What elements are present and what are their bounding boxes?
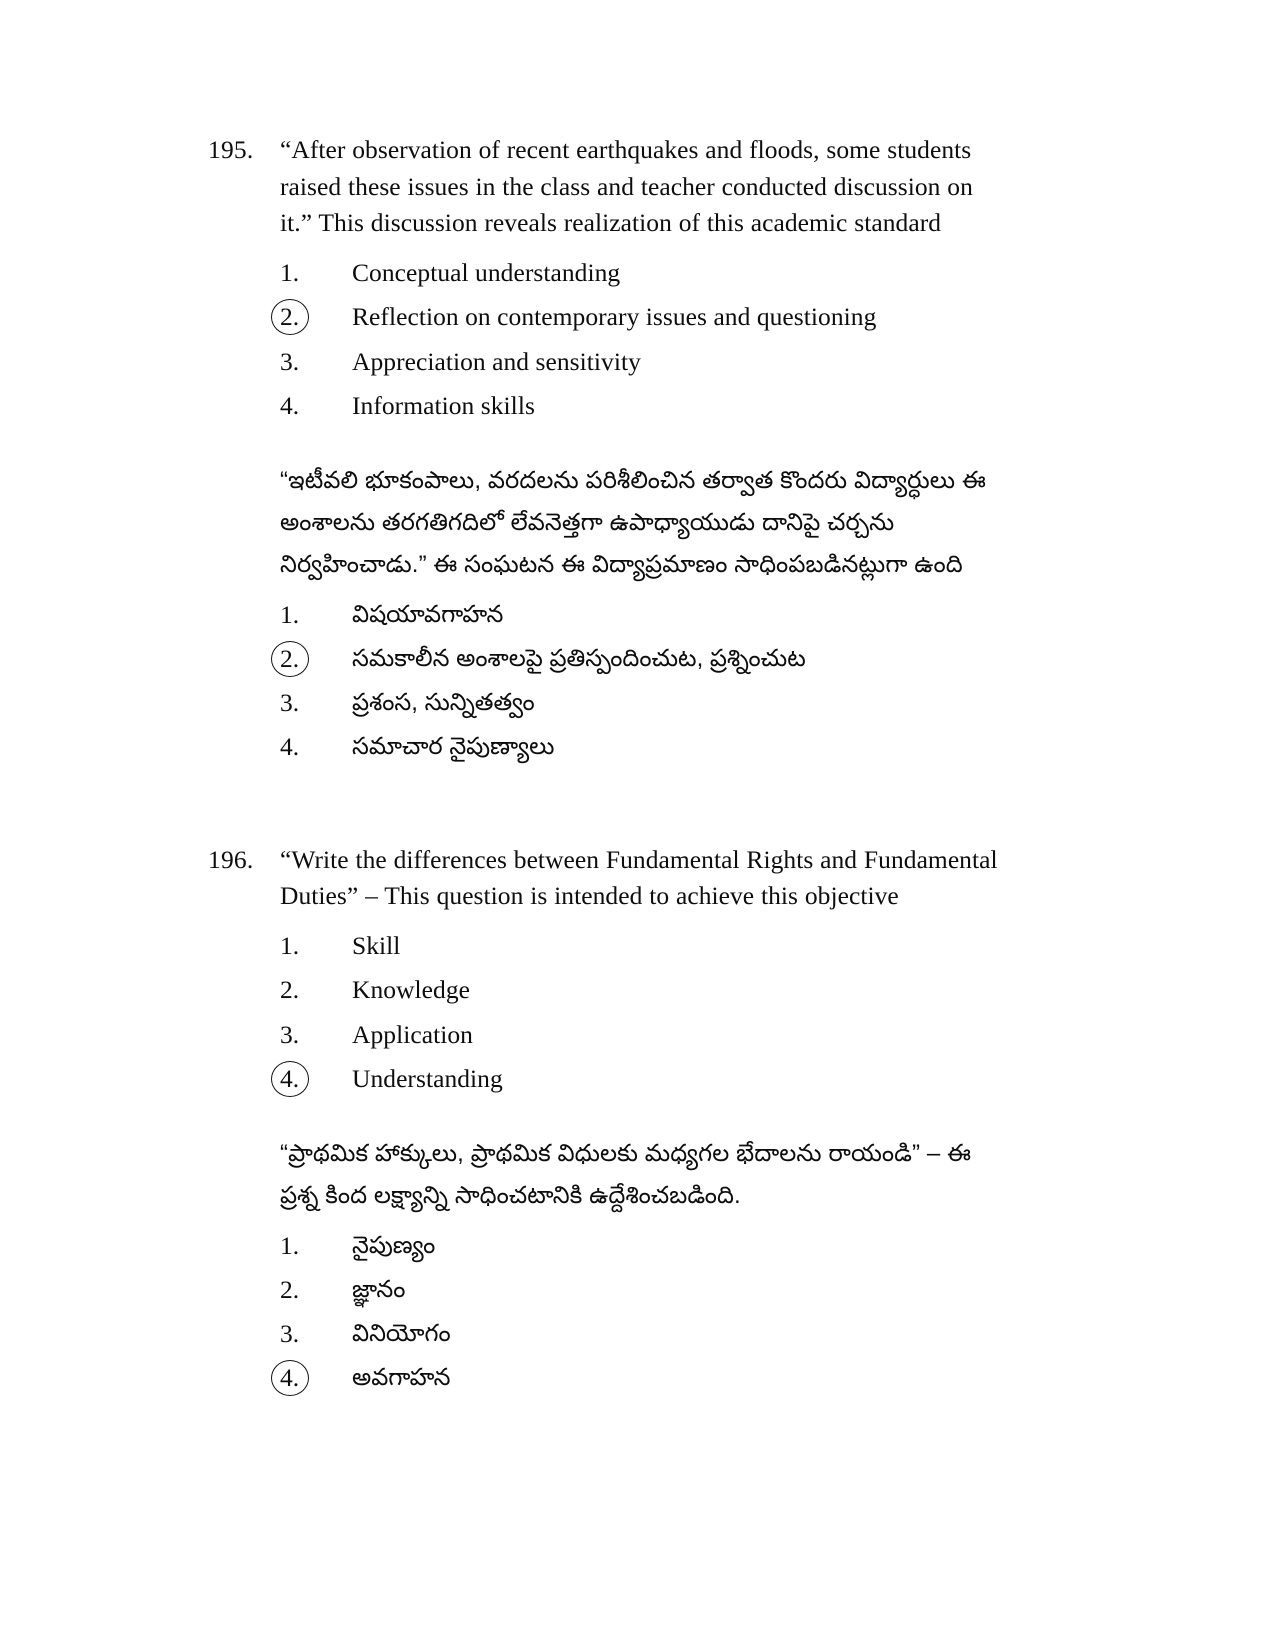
option-marker: 2.	[280, 1274, 300, 1304]
option-marker-circled: 2.	[280, 298, 352, 336]
option-label: Skill	[352, 930, 401, 960]
question-196-telugu-options	[280, 1227, 1008, 1403]
option-label: వినియోగం	[352, 1319, 451, 1347]
option-label: Reflection on contemporary issues and questioning	[352, 302, 877, 331]
option-marker: 1.	[280, 599, 300, 629]
option-marker: 1.	[280, 930, 300, 960]
question-195-number: 195.	[208, 135, 254, 164]
questions-container	[208, 132, 1008, 1403]
option-marker: 3.	[280, 687, 300, 717]
option-row[interactable]	[280, 728, 1008, 772]
option-marker: 1.	[280, 1230, 300, 1260]
option-row[interactable]	[280, 640, 1008, 684]
option-label: Understanding	[352, 1064, 503, 1093]
option-row[interactable]	[280, 343, 1008, 388]
option-row[interactable]	[280, 387, 1008, 432]
option-row[interactable]	[280, 971, 1008, 1016]
option-label: Application	[352, 1019, 473, 1049]
option-label: అవగాహన	[352, 1363, 451, 1391]
option-label: ప్రశంస, సున్నితత్వం	[352, 688, 535, 716]
option-label: Knowledge	[352, 975, 471, 1004]
option-row[interactable]	[280, 596, 1008, 640]
option-marker: 3.	[280, 346, 300, 376]
question-196-telugu-text: “ప్రాథమిక హాక్కులు, ప్రాథమిక విధులకు మధ్యగల భేదాలను రాయండి” – ఈ ప్రశ్న కింద లక్ష్యాన్ని సాధించటానికి ఉద్దేశించబడింది.	[280, 1139, 972, 1209]
option-label: సమకాలీన అంశాలపై ప్రతిస్పందించుట, ప్రశ్నించుట	[352, 644, 806, 672]
option-marker: 4.	[280, 731, 300, 761]
question-separator	[208, 772, 1008, 838]
question-195-english-text: “After observation of recent earthquakes and floods, some students raised these issues in the class and teacher conducted discussion on it.” This discussion reveals realization of this academic standard	[280, 135, 973, 237]
option-row[interactable]	[280, 1315, 1008, 1359]
option-marker: 3.	[280, 1318, 300, 1348]
option-marker-circled: 2.	[280, 640, 352, 678]
question-block-196	[208, 842, 1008, 1403]
question-195-telugu-options	[280, 596, 1008, 772]
option-marker-circled: 4.	[280, 1359, 352, 1397]
option-label: విషయావగాహన	[352, 600, 504, 628]
option-marker: 2.	[280, 975, 300, 1004]
question-196-number: 196.	[208, 844, 254, 874]
option-row[interactable]	[280, 1271, 1008, 1315]
question-196-english-text: “Write the differences between Fundamental Rights and Fundamental Duties” – This question is intended to achieve this objective	[280, 844, 998, 910]
question-196-telugu-heading	[208, 1133, 1008, 1217]
question-196-english-heading	[208, 842, 1008, 915]
option-marker: 1.	[280, 257, 300, 287]
option-row[interactable]	[280, 1359, 1008, 1403]
option-label: Information skills	[352, 391, 535, 420]
option-label: Conceptual understanding	[352, 257, 621, 287]
option-row[interactable]	[280, 298, 1008, 343]
question-195-english-heading	[208, 132, 1008, 242]
option-marker: 3.	[280, 1019, 300, 1049]
option-marker-circled: 4.	[280, 1060, 352, 1098]
option-label: నైపుణ్యం	[352, 1231, 436, 1259]
option-row[interactable]	[280, 684, 1008, 728]
option-marker: 4.	[280, 391, 300, 420]
option-row[interactable]	[280, 254, 1008, 299]
option-row[interactable]	[280, 1227, 1008, 1271]
option-label: జ్ఞానం	[352, 1275, 406, 1303]
option-row[interactable]	[280, 927, 1008, 972]
option-row[interactable]	[280, 1016, 1008, 1061]
option-label: Appreciation and sensitivity	[352, 346, 641, 376]
option-row[interactable]	[280, 1060, 1008, 1105]
question-block-195	[208, 132, 1008, 772]
question-196-english-options	[280, 927, 1008, 1105]
option-label: సమాచార నైపుణ్యాలు	[352, 732, 555, 760]
question-195-english-options	[280, 254, 1008, 432]
question-195-telugu-heading	[208, 460, 1008, 586]
question-195-telugu-text: “ఇటీవలి భూకంపాలు, వరదలను పరిశీలించిన తర్వాత కొందరు విద్యార్ధులు ఈ అంశాలను తరగతిగదిలో లేవనెత్తగా ఉపాధ్యాయుడు దానిపై చర్చను నిర్వహించాడు.” ఈ సంఘటన ఈ విద్యాప్రమాణం సాధింపబడినట్లుగా ఉంది	[280, 466, 986, 578]
